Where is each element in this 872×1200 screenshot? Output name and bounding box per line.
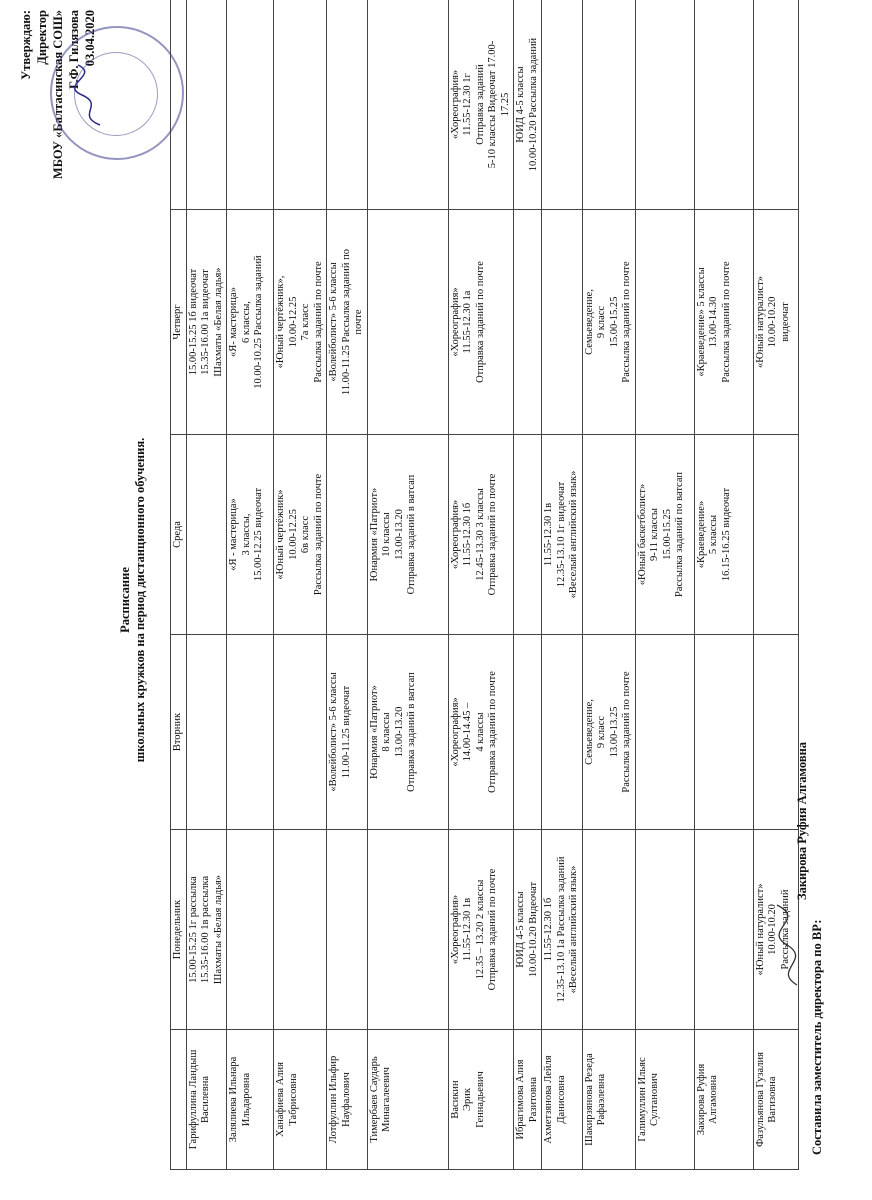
cell-line: Гарифуллина Ландыш xyxy=(187,1049,199,1150)
cell-line: «Веселый английский язык» xyxy=(568,865,579,994)
schedule-cell xyxy=(514,210,542,435)
cell-line: 9-11 классы xyxy=(649,508,660,561)
schedule-cell xyxy=(514,830,542,1030)
cell-line: Отправка заданий xyxy=(474,64,486,145)
cell-line: 11.00-11.25 видеочат xyxy=(340,685,352,779)
cell-line: 10 классы xyxy=(381,512,392,557)
schedule-cell xyxy=(274,435,327,635)
schedule-cell xyxy=(327,0,368,210)
cell-line: 11.55-12.30 1б xyxy=(462,502,473,567)
schedule-cell xyxy=(227,435,274,635)
schedule-cell xyxy=(327,435,368,635)
schedule-cell xyxy=(582,0,635,210)
schedule-cell xyxy=(186,210,227,435)
table-body xyxy=(186,0,798,1170)
schedule-cell xyxy=(635,635,694,830)
cell-line: 13.00-14.30 xyxy=(708,296,719,348)
cell-line: «Юный натуралист» xyxy=(754,275,766,369)
cell-line: «Хореография» xyxy=(449,894,461,965)
cell-line: Алгамовна xyxy=(708,1075,719,1124)
schedule-cell xyxy=(448,635,514,830)
cell-line: «Юный чертёжник» xyxy=(275,489,286,580)
cell-line: «Волейболист» 5-6 классы xyxy=(328,262,339,382)
cell-line: «Юный натуралист» xyxy=(754,883,766,976)
schedule-cell xyxy=(186,635,227,830)
schedule-cell xyxy=(542,435,583,635)
table-row xyxy=(186,0,227,1170)
cell-line: Юнармия «Патриот» xyxy=(368,685,380,779)
schedule-cell xyxy=(753,210,798,435)
cell-line: Фазульянова Гузалия xyxy=(754,1052,766,1148)
cell-line: Отправка заданий в ватсап xyxy=(406,474,417,595)
cell-line: «Хореография» xyxy=(449,697,461,767)
header-cell xyxy=(171,0,187,210)
approval-line: МБОУ «Балтасинская СОШ» xyxy=(51,10,65,180)
cell-line: Ахметзянова Лейля xyxy=(543,1055,554,1144)
cell-line: Ханафиева Алия xyxy=(275,1062,286,1137)
teacher-name-cell xyxy=(694,1030,753,1170)
teacher-name-cell xyxy=(582,1030,635,1170)
cell-line: Рассылка заданий по почте xyxy=(720,261,732,383)
schedule-cell xyxy=(186,830,227,1030)
cell-line: Рассылка заданий по ватсап xyxy=(674,472,685,597)
cell-line: 17.25 xyxy=(499,92,511,117)
cell-line: 10.00-10.20 xyxy=(767,296,778,348)
cell-line: Шахматы «Белая ладья» xyxy=(212,267,224,377)
schedule-cell xyxy=(514,0,542,210)
deputy-signature xyxy=(772,900,812,990)
cell-line: «Я- мастерица» xyxy=(228,287,239,357)
cell-line: 10.00-10.20 Рассылка заданий xyxy=(527,37,539,172)
cell-line: 15.00-15.25 1б видеочат xyxy=(187,268,199,376)
cell-line: 11.55-12.30 1а xyxy=(462,290,473,354)
table-row xyxy=(367,0,448,1170)
approval-line: 03.04.2020 xyxy=(83,10,97,67)
header-cell: Среда xyxy=(171,435,187,635)
table-row xyxy=(274,0,327,1170)
schedule-cell xyxy=(542,210,583,435)
schedule-cell xyxy=(327,830,368,1030)
compiled-by-label: Составила заместитель директора по ВР: xyxy=(810,919,824,1155)
title-line: Расписание xyxy=(118,567,132,633)
table-row xyxy=(514,0,542,1170)
cell-line: Рассылка заданий xyxy=(779,889,791,970)
cell-line: Отправка заданий по почте xyxy=(474,261,486,383)
cell-line: 9 класс xyxy=(596,305,607,339)
table-row xyxy=(448,0,514,1170)
table-row xyxy=(582,0,635,1170)
approval-line: Г.Ф. Гилязова xyxy=(67,10,81,89)
cell-line: Султанович xyxy=(649,1073,660,1126)
schedule-cell xyxy=(753,0,798,210)
schedule-cell xyxy=(694,435,753,635)
cell-line: Шакирзянова Резеда xyxy=(583,1053,595,1146)
cell-line: Шахматы «Белая ладья» xyxy=(212,874,224,985)
cell-line: 15.00-15.25 1г рассылка xyxy=(187,876,199,983)
cell-line: 12.45-13.30 3 классы xyxy=(474,488,486,581)
header-row xyxy=(171,0,187,1170)
header-cell: Вторник xyxy=(171,635,187,830)
schedule-cell xyxy=(694,830,753,1030)
cell-line: 8 классы xyxy=(381,712,392,752)
cell-line: 13.00-13.20 xyxy=(393,706,405,758)
cell-line: 10.00-12.25 xyxy=(287,509,299,560)
schedule-cell xyxy=(274,635,327,830)
cell-line: «Юный чертёжник», xyxy=(275,275,286,369)
cell-line: 3 классы, xyxy=(240,513,252,556)
schedule-cell xyxy=(753,635,798,830)
cell-line: 7а класс xyxy=(300,303,311,341)
cell-line: Отправка заданий по почте xyxy=(487,473,498,596)
cell-line: Юнармия «Патриот» xyxy=(368,487,380,582)
cell-line: 15.00-12.25 видеочат xyxy=(253,487,264,582)
cell-line: «Хореография» xyxy=(449,287,461,357)
cell-line: «Веселый английский язык» xyxy=(568,470,579,599)
table-row xyxy=(327,0,368,1170)
schedule-cell xyxy=(635,435,694,635)
cell-line: Геннадьевич xyxy=(474,1071,486,1128)
signer-name: Закирова Руфия Алгамовна xyxy=(795,741,809,900)
cell-line: «Хореография» xyxy=(449,499,461,570)
cell-line: ЮИД 4-5 классы xyxy=(515,66,526,143)
cell-line: 10.00-10.20 Видеочат xyxy=(527,881,539,978)
cell-line: «Волейболист» 5-6 классы xyxy=(328,672,339,792)
table-row xyxy=(753,0,798,1170)
cell-line: Рассылка заданий по почте xyxy=(621,261,632,383)
approval-line: Утверждаю: xyxy=(19,10,33,80)
schedule-cell xyxy=(274,0,327,210)
table-row xyxy=(694,0,753,1170)
cell-line: ЮИД 4-5 классы xyxy=(515,891,526,968)
teacher-name-cell xyxy=(514,1030,542,1170)
schedule-cell xyxy=(635,0,694,210)
cell-line: Минагалеевич xyxy=(381,1067,392,1132)
schedule-cell xyxy=(514,635,542,830)
cell-line: Галимуллин Ильяс xyxy=(636,1057,648,1142)
cell-line: Закирова Руфия xyxy=(695,1063,707,1136)
cell-line: 15.35-16.00 1а видеочат xyxy=(200,269,211,375)
cell-line: 11.55-12.30 1б xyxy=(543,897,554,962)
schedule-cell xyxy=(582,830,635,1030)
schedule-cell xyxy=(367,435,448,635)
cell-line: 15.00-15.25 xyxy=(661,509,673,560)
schedule-cell xyxy=(542,0,583,210)
title-line: школьных кружков на период дистанционного обучения. xyxy=(133,437,147,763)
cell-line: Ильдаровна xyxy=(240,1072,252,1127)
schedule-cell xyxy=(753,435,798,635)
teacher-name-cell xyxy=(274,1030,327,1170)
schedule-cell xyxy=(227,830,274,1030)
cell-line: Отправка заданий в ватсап xyxy=(406,672,417,792)
cell-line: Разитовна xyxy=(527,1076,539,1123)
cell-line: 6в класс xyxy=(300,515,311,554)
cell-line: Рассылка заданий по почте xyxy=(621,671,632,793)
schedule-cell xyxy=(367,635,448,830)
teacher-name-cell xyxy=(542,1030,583,1170)
schedule-cell xyxy=(367,830,448,1030)
schedule-cell xyxy=(582,435,635,635)
cell-line: 11.00-11.25 Рассылка заданий по xyxy=(340,248,352,396)
cell-line: Ибрагимова Алия xyxy=(515,1059,526,1140)
cell-line: Науфалович xyxy=(340,1072,352,1127)
cell-line: 16.15-16.25 видеочат xyxy=(720,487,732,582)
teacher-name-cell xyxy=(635,1030,694,1170)
schedule-cell xyxy=(327,635,368,830)
cell-line: Рассылка заданий по почте xyxy=(312,261,324,383)
schedule-cell xyxy=(274,830,327,1030)
cell-line: 10.00-10.20 xyxy=(767,904,778,955)
header-cell: Понедельник xyxy=(171,830,187,1030)
cell-line: Отправка заданий по почте xyxy=(487,868,498,991)
schedule-cell xyxy=(582,210,635,435)
table-row xyxy=(227,0,274,1170)
cell-line: «Юный баскетболист» xyxy=(636,483,648,586)
teacher-name-cell xyxy=(327,1030,368,1170)
cell-line: «Хореография» xyxy=(449,69,461,140)
header-cell: Четверг xyxy=(171,210,187,435)
schedule-cell xyxy=(227,0,274,210)
cell-line: 12.35 – 13.20 2 классы xyxy=(474,879,486,980)
schedule-cell xyxy=(514,435,542,635)
cell-line: 5 классы xyxy=(708,514,719,555)
schedule-cell xyxy=(186,0,227,210)
schedule-cell xyxy=(367,0,448,210)
schedule-cell xyxy=(367,210,448,435)
cell-line: Лотфуллин Ильфир xyxy=(328,1055,339,1144)
director-signature xyxy=(70,60,110,130)
cell-line: видеочат xyxy=(779,302,791,342)
schedule-cell xyxy=(694,635,753,830)
cell-line: 10.00-12.25 xyxy=(287,296,299,348)
cell-line: Данисовна xyxy=(555,1075,567,1124)
teacher-name-cell xyxy=(227,1030,274,1170)
table-row xyxy=(542,0,583,1170)
schedule-cell xyxy=(448,830,514,1030)
cell-line: Эрик xyxy=(462,1088,473,1111)
cell-line: 15.00-15.25 xyxy=(608,296,620,348)
schedule-cell xyxy=(542,635,583,830)
teacher-name-cell xyxy=(367,1030,448,1170)
cell-line: Василевна xyxy=(200,1075,211,1124)
cell-line: Рафаэлевна xyxy=(596,1073,607,1126)
cell-line: Семьеведение, xyxy=(583,699,595,765)
schedule-cell xyxy=(448,0,514,210)
schedule-cell xyxy=(448,210,514,435)
schedule-cell xyxy=(227,635,274,830)
teacher-name-cell xyxy=(753,1030,798,1170)
schedule-cell xyxy=(448,435,514,635)
cell-line: Табрисовна xyxy=(287,1073,299,1126)
header-cell xyxy=(171,1030,187,1170)
schedule-cell xyxy=(227,210,274,435)
schedule-cell xyxy=(694,0,753,210)
cell-line: 10.00-10.25 Рассылка заданий xyxy=(253,255,264,389)
cell-line: почте xyxy=(353,309,364,335)
schedule-cell xyxy=(327,210,368,435)
cell-line: Отправка заданий по почте xyxy=(487,671,498,793)
cell-line: Залялиева Ильнара xyxy=(228,1056,239,1143)
cell-line: 11.55-12.30 1г xyxy=(462,73,473,136)
schedule-cell xyxy=(635,830,694,1030)
teacher-name-cell xyxy=(186,1030,227,1170)
teacher-name-cell xyxy=(448,1030,514,1170)
schedule-cell xyxy=(542,830,583,1030)
schedule-cell xyxy=(582,635,635,830)
cell-line: Тимербаев Саударь xyxy=(368,1056,380,1143)
table-row xyxy=(635,0,694,1170)
approval-line: Директор xyxy=(35,10,49,65)
cell-line: 14.00-14.45 – xyxy=(462,702,473,762)
cell-line: 15.35-16.00 1в рассылка xyxy=(200,875,211,984)
cell-line: 12.35-13.10 1а Рассылка заданий xyxy=(555,856,567,1003)
cell-line: 13.00-13.20 xyxy=(393,509,405,560)
cell-line: Рассылка заданий по почте xyxy=(312,473,324,596)
schedule-cell xyxy=(635,210,694,435)
schedule-cell xyxy=(694,210,753,435)
cell-line: Вагизовна xyxy=(767,1076,778,1123)
cell-line: «Я - мастерица» xyxy=(228,498,239,571)
cell-line: 11.55-12.30 1в xyxy=(462,897,473,962)
cell-line: 6 классы, xyxy=(240,301,252,343)
cell-line: Васикин xyxy=(449,1080,461,1119)
cell-line: «Краеведение» 5 классы xyxy=(695,267,707,377)
document-title xyxy=(118,210,148,990)
schedule-table xyxy=(170,0,799,1170)
schedule-cell xyxy=(186,435,227,635)
cell-line: 4 классы xyxy=(474,712,486,752)
cell-line: 11.55-12.30 1в xyxy=(543,502,554,567)
cell-line: «Краеведение» xyxy=(695,500,707,569)
cell-line: 5-10 классы Видеочат 17.00- xyxy=(487,40,498,169)
schedule-cell xyxy=(274,210,327,435)
cell-line: 13.00-13.25 xyxy=(608,706,620,758)
cell-line: 9 класс xyxy=(596,715,607,749)
cell-line: Семьеведение, xyxy=(583,289,595,355)
cell-line: 12.35-13.10 1г видеочат xyxy=(555,481,567,588)
